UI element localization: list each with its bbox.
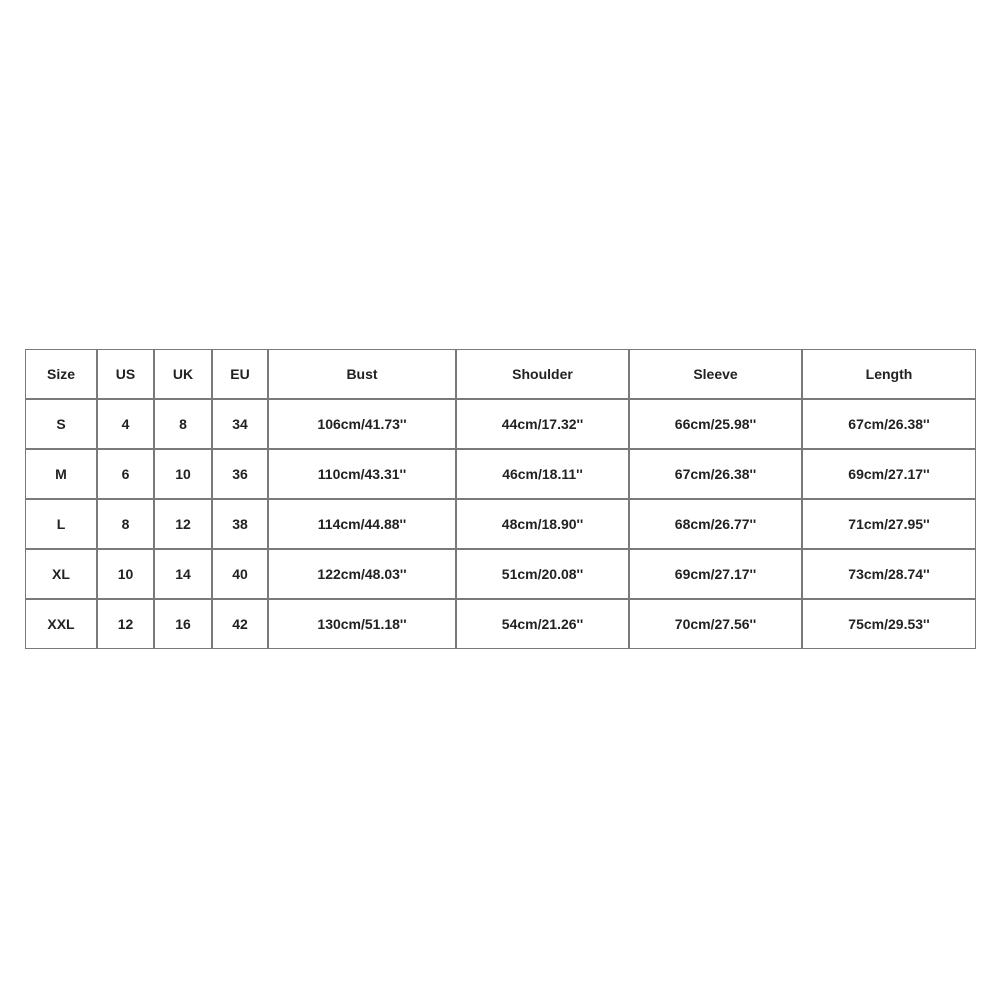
cell-us: 6	[98, 450, 155, 500]
cell-us: 4	[98, 400, 155, 450]
cell-size: S	[26, 400, 98, 450]
cell-shoulder: 51cm/20.08''	[457, 550, 630, 600]
cell-uk: 12	[155, 500, 213, 550]
cell-us: 8	[98, 500, 155, 550]
size-chart-table	[25, 349, 976, 649]
cell-bust: 130cm/51.18''	[269, 600, 457, 649]
cell-us: 12	[98, 600, 155, 649]
table-row	[26, 550, 976, 600]
cell-shoulder: 48cm/18.90''	[457, 500, 630, 550]
cell-size: M	[26, 450, 98, 500]
header-size: Size	[26, 350, 98, 400]
cell-length: 71cm/27.95''	[803, 500, 976, 550]
cell-shoulder: 44cm/17.32''	[457, 400, 630, 450]
header-length: Length	[803, 350, 976, 400]
table-row	[26, 600, 976, 649]
header-uk: UK	[155, 350, 213, 400]
cell-uk: 10	[155, 450, 213, 500]
cell-shoulder: 54cm/21.26''	[457, 600, 630, 649]
header-eu: EU	[213, 350, 269, 400]
cell-length: 69cm/27.17''	[803, 450, 976, 500]
cell-bust: 114cm/44.88''	[269, 500, 457, 550]
cell-sleeve: 70cm/27.56''	[630, 600, 803, 649]
cell-bust: 122cm/48.03''	[269, 550, 457, 600]
cell-eu: 42	[213, 600, 269, 649]
cell-eu: 34	[213, 400, 269, 450]
header-bust: Bust	[269, 350, 457, 400]
table-header-row	[26, 350, 976, 400]
cell-length: 73cm/28.74''	[803, 550, 976, 600]
cell-eu: 38	[213, 500, 269, 550]
cell-uk: 8	[155, 400, 213, 450]
cell-sleeve: 68cm/26.77''	[630, 500, 803, 550]
cell-uk: 16	[155, 600, 213, 649]
header-sleeve: Sleeve	[630, 350, 803, 400]
cell-bust: 106cm/41.73''	[269, 400, 457, 450]
cell-size: XL	[26, 550, 98, 600]
cell-shoulder: 46cm/18.11''	[457, 450, 630, 500]
cell-size: L	[26, 500, 98, 550]
cell-eu: 40	[213, 550, 269, 600]
cell-length: 67cm/26.38''	[803, 400, 976, 450]
cell-sleeve: 66cm/25.98''	[630, 400, 803, 450]
cell-size: XXL	[26, 600, 98, 649]
table-row	[26, 400, 976, 450]
cell-bust: 110cm/43.31''	[269, 450, 457, 500]
cell-eu: 36	[213, 450, 269, 500]
header-us: US	[98, 350, 155, 400]
cell-length: 75cm/29.53''	[803, 600, 976, 649]
table-row	[26, 450, 976, 500]
cell-us: 10	[98, 550, 155, 600]
table-row	[26, 500, 976, 550]
cell-uk: 14	[155, 550, 213, 600]
header-shoulder: Shoulder	[457, 350, 630, 400]
cell-sleeve: 69cm/27.17''	[630, 550, 803, 600]
cell-sleeve: 67cm/26.38''	[630, 450, 803, 500]
